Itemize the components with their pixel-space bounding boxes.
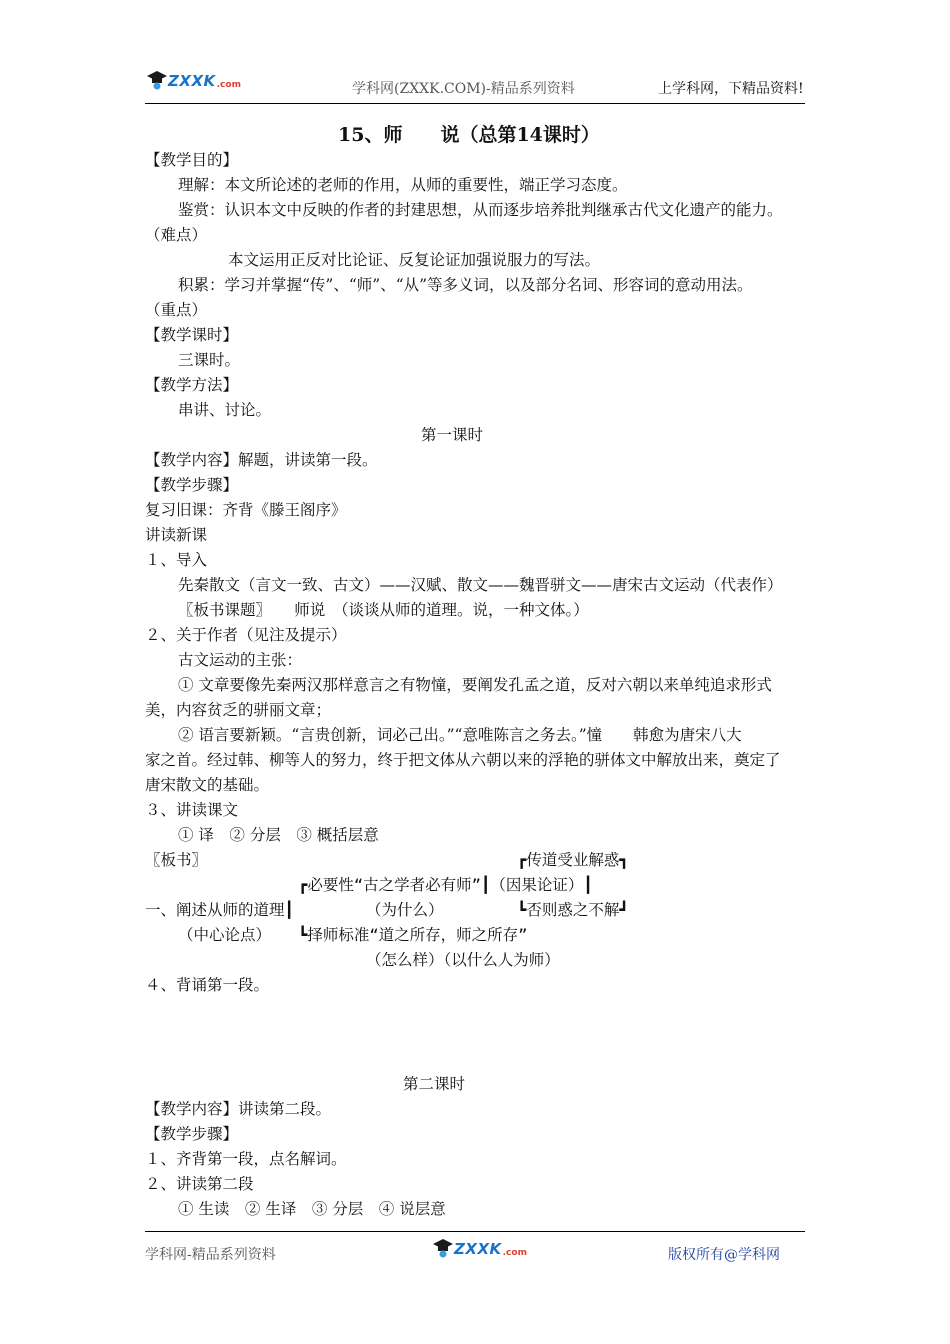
paragraph-line: 先秦散文（言文一致、古文）——汉赋、散文——魏晋骈文——唐宋古文运动（代表作） xyxy=(178,576,783,594)
paragraph-line: １、齐背第一段，点名解词。 xyxy=(145,1150,347,1168)
paragraph-line: １、导入 xyxy=(145,551,208,569)
logo-suffix: .com xyxy=(216,80,241,90)
logo-text: ZXXK xyxy=(168,72,216,90)
paragraph-line: （难点） xyxy=(145,226,208,244)
paragraph-line: 家之首。经过韩、柳等人的努力，终于把文体从六朝以来的浮艳的骈体文中解放出来，奠定了 xyxy=(145,751,781,769)
paragraph-line: 古文运动的主张： xyxy=(178,651,303,669)
paragraph-line: 〖板书〗 xyxy=(145,851,208,869)
board-branch: ┗择师标准“道之所存，师之所存” xyxy=(298,926,528,944)
paragraph-line: 〖板书课题〗 师说 （谈谈从师的道理。说，一种文体。） xyxy=(178,601,589,619)
board-note: （怎么样）（以什么人为师） xyxy=(366,951,560,969)
lesson-heading: 第一课时 xyxy=(421,426,484,444)
page-title: 15、师 说（总第14课时） xyxy=(338,124,600,146)
header-rule xyxy=(145,103,805,104)
header-right-text: 上学科网，下精品资料! xyxy=(658,81,804,97)
section-heading: 【教学步骤】 xyxy=(145,476,239,494)
footer-rule xyxy=(145,1231,805,1232)
paragraph-line: ① 文章要像先秦两汉那样意言之有物憧，要阐发孔孟之道，反对六朝以来单纯追求形式 xyxy=(178,676,772,694)
paragraph-line: 讲读新课 xyxy=(145,526,208,544)
header-logo xyxy=(146,68,241,90)
paragraph-line: ４、背诵第一段。 xyxy=(145,976,270,994)
board-branch: ┏传道受业解惑┓ xyxy=(517,851,629,869)
paragraph-line: 积累：学习并掌握“传”、“师”、“从”等多义词，以及部分名词、形容词的意动用法。 xyxy=(178,276,753,294)
footer-right-text: 版权所有@学科网 xyxy=(668,1247,780,1263)
section-heading: 【教学课时】 xyxy=(145,326,239,344)
logo-suffix: .com xyxy=(502,1248,527,1258)
header-center-text: 学科网(ZXXK.COM)-精品系列资料 xyxy=(352,81,575,97)
section-heading: 【教学方法】 xyxy=(145,376,239,394)
board-note: （中心论点） xyxy=(178,926,272,944)
board-root: 一、阐述从师的道理┃ xyxy=(145,901,294,919)
paragraph-line: 理解：本文所论述的老师的作用，从师的重要性，端正学习态度。 xyxy=(178,176,628,194)
paragraph-line: ３、讲读课文 xyxy=(145,801,239,819)
paragraph-line: ２、关于作者（见注及提示） xyxy=(145,626,347,644)
paragraph-line: 美，内容贫乏的骈丽文章； xyxy=(145,701,332,719)
paragraph-line: 复习旧课：齐背《滕王阁序》 xyxy=(145,501,347,519)
footer-left-text: 学科网-精品系列资料 xyxy=(145,1247,276,1263)
paragraph-line: ② 语言要新颖。“言贵创新，词必己出。”“意唯陈言之务去。”憧 韩愈为唐宋八大 xyxy=(178,726,742,744)
paragraph-line: 串讲、讨论。 xyxy=(178,401,272,419)
paragraph-line: 本文运用正反对比论证、反复论证加强说服力的写法。 xyxy=(228,251,601,269)
paragraph-line: ２、讲读第二段 xyxy=(145,1175,254,1193)
paragraph-line: （重点） xyxy=(145,301,208,319)
section-heading: 【教学内容】解题，讲读第一段。 xyxy=(145,451,378,469)
paragraph-line: 鉴赏：认识本文中反映的作者的封建思想，从而逐步培养批判继承古代文化遗产的能力。 xyxy=(178,201,783,219)
footer-logo xyxy=(432,1236,527,1258)
section-heading: 【教学内容】讲读第二段。 xyxy=(145,1100,332,1118)
section-heading: 【教学目的】 xyxy=(145,151,239,169)
lesson-heading: 第二课时 xyxy=(403,1075,466,1093)
paragraph-line: ① 生读 ② 生译 ③ 分层 ④ 说层意 xyxy=(178,1200,446,1218)
paragraph-line: ① 译 ② 分层 ③ 概括层意 xyxy=(178,826,379,844)
board-note: （为什么） xyxy=(366,901,444,919)
paragraph-line: 唐宋散文的基础。 xyxy=(145,776,270,794)
graduation-cap-icon xyxy=(146,68,168,90)
paragraph-line: 三课时。 xyxy=(178,351,241,369)
graduation-cap-icon xyxy=(432,1236,454,1258)
board-branch: ┗否则惑之不解┛ xyxy=(517,901,629,919)
board-branch: ┏必要性“古之学者必有师”┃（因果论证）┃ xyxy=(298,876,593,894)
section-heading: 【教学步骤】 xyxy=(145,1125,239,1143)
logo-text: ZXXK xyxy=(454,1240,502,1258)
